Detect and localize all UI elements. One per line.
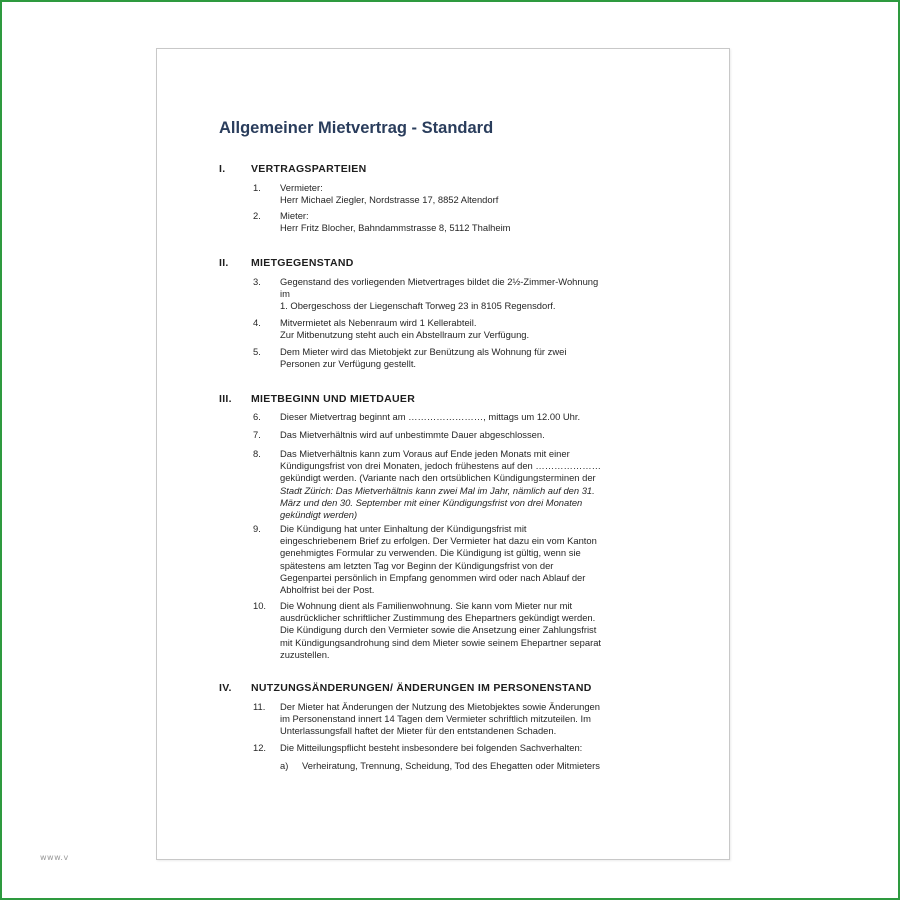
clause-line: Mieter: [280,210,309,221]
clause-number: 8. [253,448,261,459]
clause-line: März und den 30. September mit einer Kündigungsfrist von drei Monaten [280,496,583,508]
document-title: Allgemeiner Mietvertrag - Standard [219,119,494,137]
clause-line: Die Mitteilungspflicht besteht insbesondere bei folgenden Sachverhalten: [280,742,583,753]
clause-line: gekündigt werden. (Variante nach den ortsüblichen Kündigungsterminen der [280,472,596,484]
watermark: www.v [40,853,69,862]
clause-number: 6. [253,411,261,422]
clause-line: genehmigtes Formular zu verwenden. Die Kündigung ist gültig, wenn sie [280,547,581,559]
section-title: NUTZUNGSÄNDERUNGEN/ ÄNDERUNGEN IM PERSONENSTAND [251,682,592,694]
section-heading-4 [219,682,592,694]
clause-number: 3. [253,276,261,287]
section-number: IV. [219,682,232,694]
clause-number: 5. [253,346,261,357]
clause-3 [253,276,663,313]
clause-line: gekündigt werden) [280,509,358,521]
document-page [156,48,730,860]
clause-number: 4. [253,317,261,328]
clause-number: 1. [253,182,261,193]
clause-line: Kündigungsfrist von drei Monaten, jedoch frühestens auf den ………………… [280,460,601,472]
clause-line: Personen zur Verfügung gestellt. [280,358,417,370]
clause-line: Abholfrist bei der Post. [280,584,375,596]
clause-number: 9. [253,523,261,534]
clause-number: 2. [253,210,261,221]
clause-line: im [280,288,290,300]
clause-number: 12. [253,742,267,753]
section-title: MIETGEGENSTAND [251,257,354,269]
clause-line: zuzustellen. [280,648,330,660]
clause-line: Die Wohnung dient als Familienwohnung. Sie kann vom Mieter nur mit [280,600,573,611]
section-number: II. [219,257,229,269]
clause-2 [253,210,663,234]
clause-line: mit Kündigungsandrohung sind dem Mieter sowie seinem Ehepartner separat [280,636,602,648]
section-heading-3 [219,393,415,405]
clause-line: Dieser Mietvertrag beginnt am ……………………, mittags um 12.00 Uhr. [280,411,581,422]
clause-line: Das Mietverhältnis kann zum Voraus auf Ende jeden Monats mit einer [280,448,570,459]
section-number: III. [219,393,232,405]
clause-line: eingeschriebenem Brief zu erfolgen. Der Vermieter hat dazu ein vom Kanton [280,535,597,547]
clause-7 [253,429,663,441]
section-heading-1 [219,163,366,175]
clause-line: Der Mieter hat Änderungen der Nutzung des Mietobjektes sowie Änderungen [280,701,600,712]
clause-number: 10. [253,600,267,611]
clause-line: Herr Michael Ziegler, Nordstrasse 17, 8852 Altendorf [280,194,499,206]
clause-line: Zur Mitbenutzung steht auch ein Abstellraum zur Verfügung. [280,329,530,341]
clause-8 [253,448,663,521]
clause-line: Die Kündigung hat unter Einhaltung der Kündigungsfrist mit [280,523,527,534]
clause-line: Herr Fritz Blocher, Bahndammstrasse 8, 5112 Thalheim [280,222,511,234]
clause-line: Vermieter: [280,182,323,193]
clause-line: spätestens am letzten Tag vor Beginn der Kündigungsfrist von der [280,559,554,571]
clause-number: 7. [253,429,261,440]
clause-11 [253,701,663,738]
clause-1 [253,182,663,206]
clause-5 [253,346,663,370]
clause-line: im Personenstand innert 14 Tagen dem Vermieter schriftlich mitzuteilen. Im [280,713,591,725]
clause-line: 1. Obergeschoss der Liegenschaft Torweg 23 in 8105 Regensdorf. [280,300,556,312]
clause-line: Gegenpartei persönlich in Empfang genommen wird oder nach Ablauf der [280,571,586,583]
clause-line: Unterlassungsfall haftet der Mieter für den entstandenen Schaden. [280,725,557,737]
section-number: I. [219,163,226,175]
subclause-a [280,760,680,772]
section-heading-2 [219,257,354,269]
clause-10 [253,600,663,661]
subclause-letter: a) [280,760,289,771]
clause-4 [253,317,663,341]
subclause-text: Verheiratung, Trennung, Scheidung, Tod des Ehegatten oder Mitmieters [302,760,600,771]
clause-line: Gegenstand des vorliegenden Mietvertrages bildet die 2½-Zimmer-Wohnung [280,276,599,287]
clause-line: Stadt Zürich: Das Mietverhältnis kann zwei Mal im Jahr, nämlich auf den 31. [280,484,595,496]
section-title: MIETBEGINN UND MIETDAUER [251,393,416,405]
clause-line: Die Kündigung durch den Vermieter sowie die Ansetzung einer Zahlungsfrist [280,624,597,636]
clause-9 [253,523,663,596]
clause-line: Das Mietverhältnis wird auf unbestimmte Dauer abgeschlossen. [280,429,545,440]
clause-line: Mitvermietet als Nebenraum wird 1 Kellerabteil. [280,317,477,328]
section-title: VERTRAGSPARTEIEN [251,163,367,175]
clause-number: 11. [253,701,266,712]
clause-6 [253,411,663,423]
clause-line: Dem Mieter wird das Mietobjekt zur Benützung als Wohnung für zwei [280,346,567,357]
clause-line: ausdrücklicher schriftlicher Zustimmung des Ehepartners gekündigt werden. [280,612,596,624]
clause-12 [253,742,663,754]
